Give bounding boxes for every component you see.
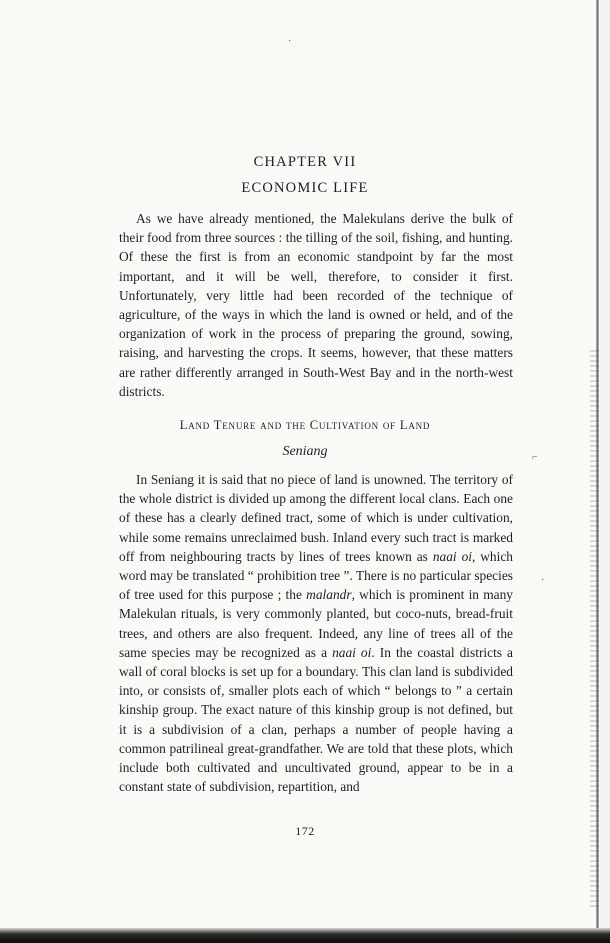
scan-bottom-edge: [0, 928, 610, 943]
native-term: naai oi: [332, 644, 372, 660]
native-term: naai oi: [432, 548, 472, 564]
seniang-paragraph: [119, 470, 513, 796]
scan-speck: ·: [288, 36, 292, 47]
margin-mark: ⌐: [532, 452, 538, 463]
paragraph-text: , which is prominent in many Malekulan rituals, is very commonly planted, but coco-nuts, bread-fruit trees, and others are also frequent. Indeed, any line of trees all of the same species may be recognized as a: [119, 587, 513, 660]
chapter-number: CHAPTER VII: [253, 154, 357, 170]
section-heading: Land Tenure and the Cultivation of Land: [179, 418, 431, 432]
intro-paragraph: As we have already mentioned, the Malekulans derive the bulk of their food from three sources : the tilling of the soil, fishing, and hunting. Of these the first is from an economic standpoint by far the most important, and it will be well, therefore, to consider it first. Unfortunately, very little had been recorded of the technique of agriculture, of the ways in which the land is owned or held, and of the organization of work in the process of preparing the ground, sowing, raising, and harvesting the crops. It seems, however, that these matters are rather differently arranged in South-West Bay and in the north-west districts.: [119, 211, 513, 399]
paragraph-text: . In the coastal districts a wall of coral blocks is set up for a boundary. This clan land is subdivided into, or consists of, smaller plots each of which “ belongs to ” a certain kinship group. The exact nature of this kinship group is not defined, but it is a subdivision of a clan, perhaps a number of people having a common patrilineal great-grandfather. We are told that these plots, which include both cultivated and uncultivated ground, appear to be in a constant state of subdivision, repartition, and: [119, 644, 513, 795]
paragraph-text: , which word may be translated “ prohibition tree ”. There is no particular species of tree used for this purpose ; the: [119, 548, 513, 603]
scan-speck: ·: [541, 575, 545, 586]
section-subheading: Seniang: [282, 444, 328, 459]
native-term: malandr: [306, 587, 352, 603]
paragraph-text: In Seniang it is said that no piece of land is unowned. The territory of the whole district is divided up among the different local clans. Each one of these has a clearly defined tract, some of which is under cultivation, while some remains unreclaimed bush. Inland every such tract is marked off from neighbouring tracts by lines of trees known as: [119, 472, 513, 564]
chapter-title: ECONOMIC LIFE: [241, 180, 369, 196]
page-number: 172: [295, 824, 315, 838]
